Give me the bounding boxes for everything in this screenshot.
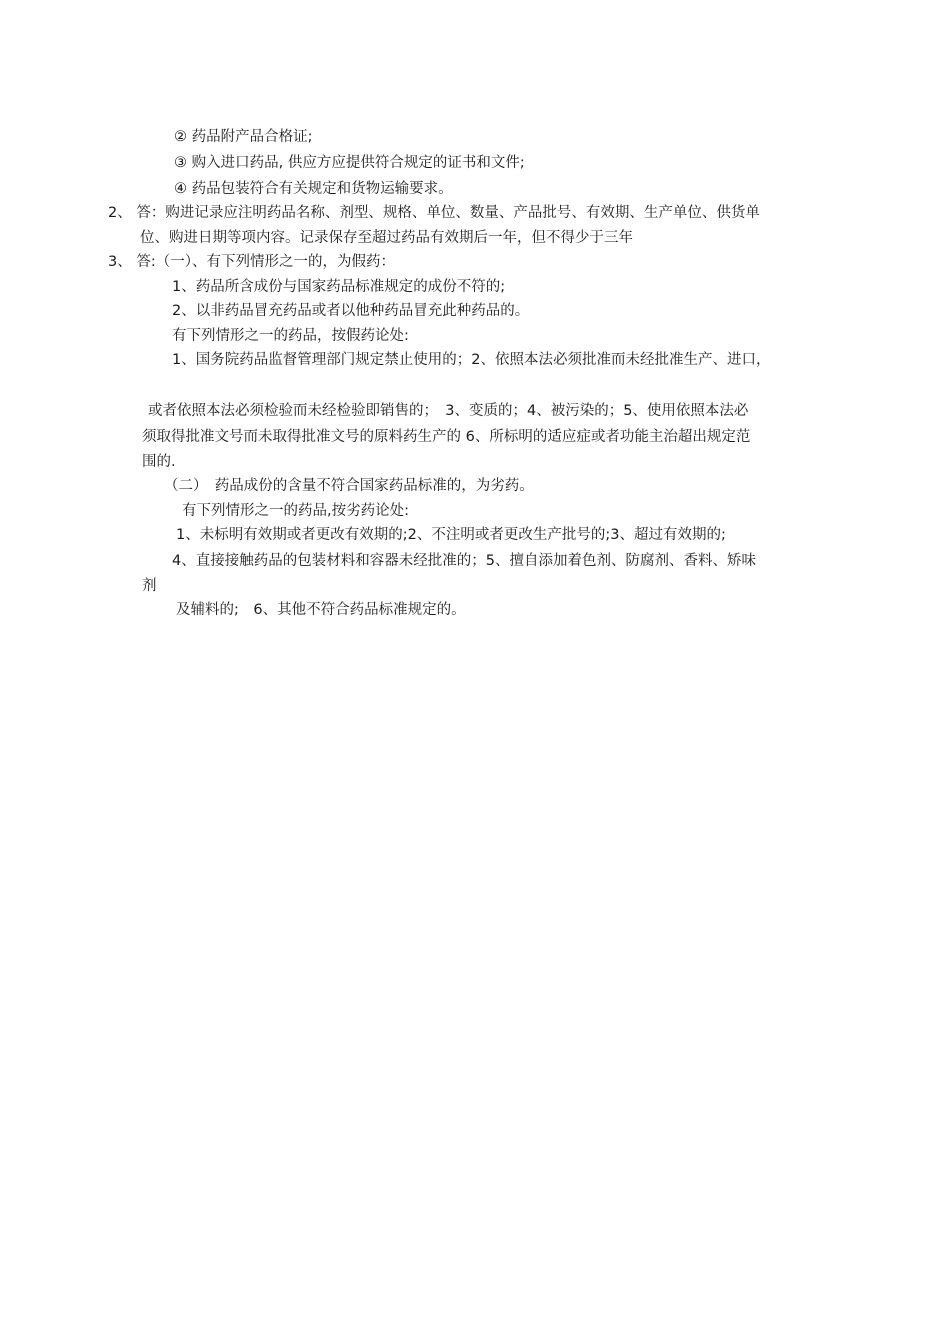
text-line: 1、未标明有效期或者更改有效期的;2、不注明或者更改生产批号的;3、超过有效期的;	[176, 527, 726, 543]
text-line: （二） 药品成份的含量不符合国家药品标准的，为劣药。	[164, 478, 534, 494]
text-line: 3、 答:（一）、有下列情形之一的，为假药：	[108, 254, 395, 270]
text-line: 及辅料的; 6、其他不符合药品标准规定的。	[176, 602, 466, 618]
text-line: 须取得批准文号而未取得批准文号的原料药生产的 6、所标明的适应症或者功能主治超出规定范	[142, 429, 751, 445]
text-line: 4、直接接触药品的包装材料和容器未经批准的；5、擅自添加着色剂、防腐剂、香料、矫味	[172, 553, 756, 569]
text-line: 有下列情形之一的药品,按劣药论处:	[182, 503, 409, 519]
text-line: 或者依照本法必须检验而未经检验即销售的； 3、变质的；4、被污染的；5、使用依照本法必	[148, 403, 749, 419]
text-line: 1、国务院药品监督管理部门规定禁止使用的；2、依照本法必须批准而未经批准生产、进口，	[172, 352, 771, 368]
text-line: ③ 购入进口药品, 供应方应提供符合规定的证书和文件;	[174, 155, 525, 171]
text-line: 有下列情形之一的药品，按假药论处:	[172, 328, 409, 344]
text-line: 围的.	[142, 454, 176, 470]
text-line: 2、 答：购进记录应注明药品名称、剂型、规格、单位、数量、产品批号、有效期、生产单位、供货单	[108, 205, 760, 221]
text-line: ② 药品附产品合格证;	[174, 129, 313, 145]
text-line: 剂	[142, 578, 157, 594]
text-line: 1、药品所含成份与国家药品标准规定的成份不符的;	[172, 279, 506, 295]
text-line: ④ 药品包装符合有关规定和货物运输要求。	[174, 181, 453, 197]
text-line: 2、以非药品冒充药品或者以他种药品冒充此种药品的。	[172, 303, 530, 319]
text-line: 位、购进日期等项内容。记录保存至超过药品有效期后一年，但不得少于三年	[140, 230, 633, 246]
